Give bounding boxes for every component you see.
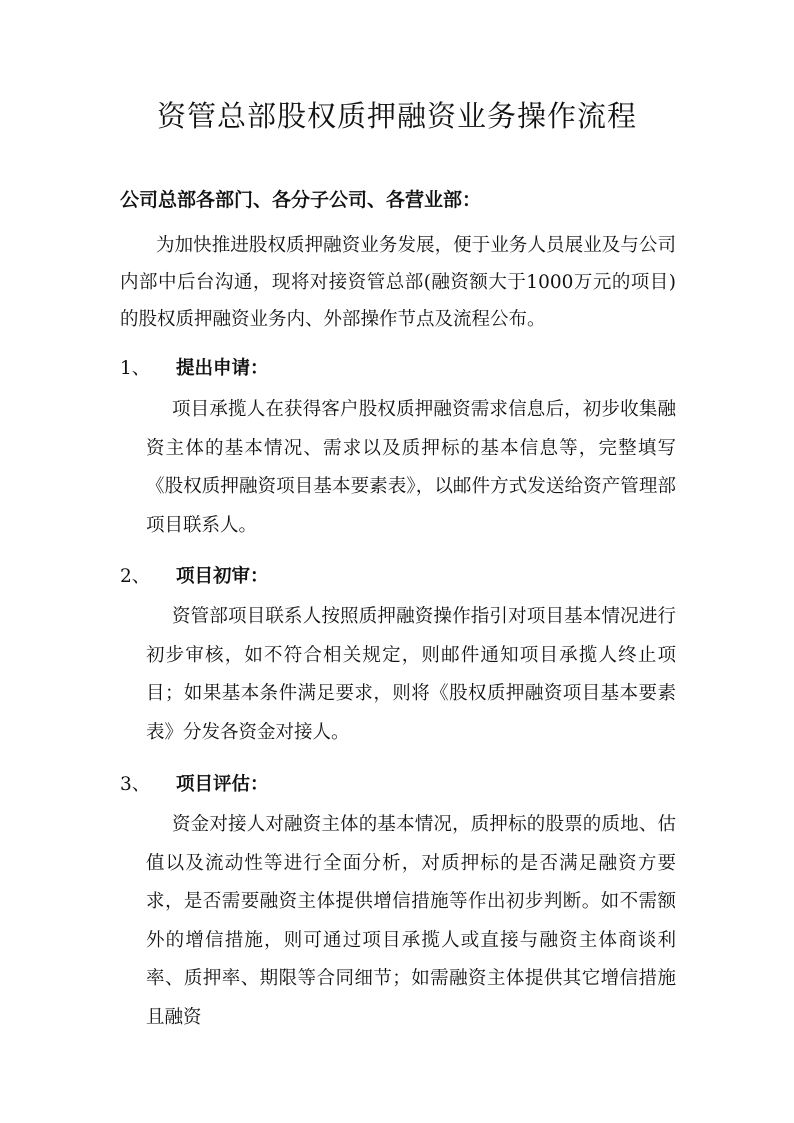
section-2-label: 项目初审： <box>176 566 269 587</box>
section-1-heading <box>120 354 269 384</box>
section-2-body: 资管部项目联系人按照质押融资操作指引对项目基本情况进行初步审核，如不符合相关规定，则邮件通知项目承揽人终止项目；如果基本条件满足要求，则将《股权质押融资项目基本要素表》分发各资金对接人。 <box>146 606 676 743</box>
section-3-body: 资金对接人对融资主体的基本情况，质押标的股票的质地、估值以及流动性等进行全面分析，对质押标的是否满足融资方要求，是否需要融资主体提供增信措施等作出初步判断。如不需额外的增信措施，则可通过项目承揽人或直接与融资主体商谈利率、质押率、期限等合同细节；如需融资主体提供其它增信措施且融资 <box>146 814 676 1028</box>
section-2-heading <box>120 562 269 592</box>
section-3-number: 3、 <box>120 774 151 795</box>
section-3-label: 项目评估： <box>176 774 269 795</box>
section-1-number: 1、 <box>120 358 151 379</box>
section-3-heading <box>120 770 269 800</box>
section-1-body: 项目承揽人在获得客户股权质押融资需求信息后，初步收集融资主体的基本情况、需求以及质押标的基本信息等，完整填写《股权质押融资项目基本要素表》，以邮件方式发送给资产管理部项目联系人。 <box>146 399 676 536</box>
section-2-number: 2、 <box>120 566 151 587</box>
salutation: 公司总部各部门、各分子公司、各营业部： <box>120 189 482 211</box>
document-title: 资管总部股权质押融资业务操作流程 <box>156 99 637 133</box>
section-1-label: 提出申请： <box>176 358 269 379</box>
intro-paragraph: 为加快推进股权质押融资业务发展，便于业务人员展业及与公司内部中后台沟通，现将对接资管总部(融资额大于1000万元的项目)的股权质押融资业务内、外部操作节点及流程公布。 <box>120 235 676 330</box>
